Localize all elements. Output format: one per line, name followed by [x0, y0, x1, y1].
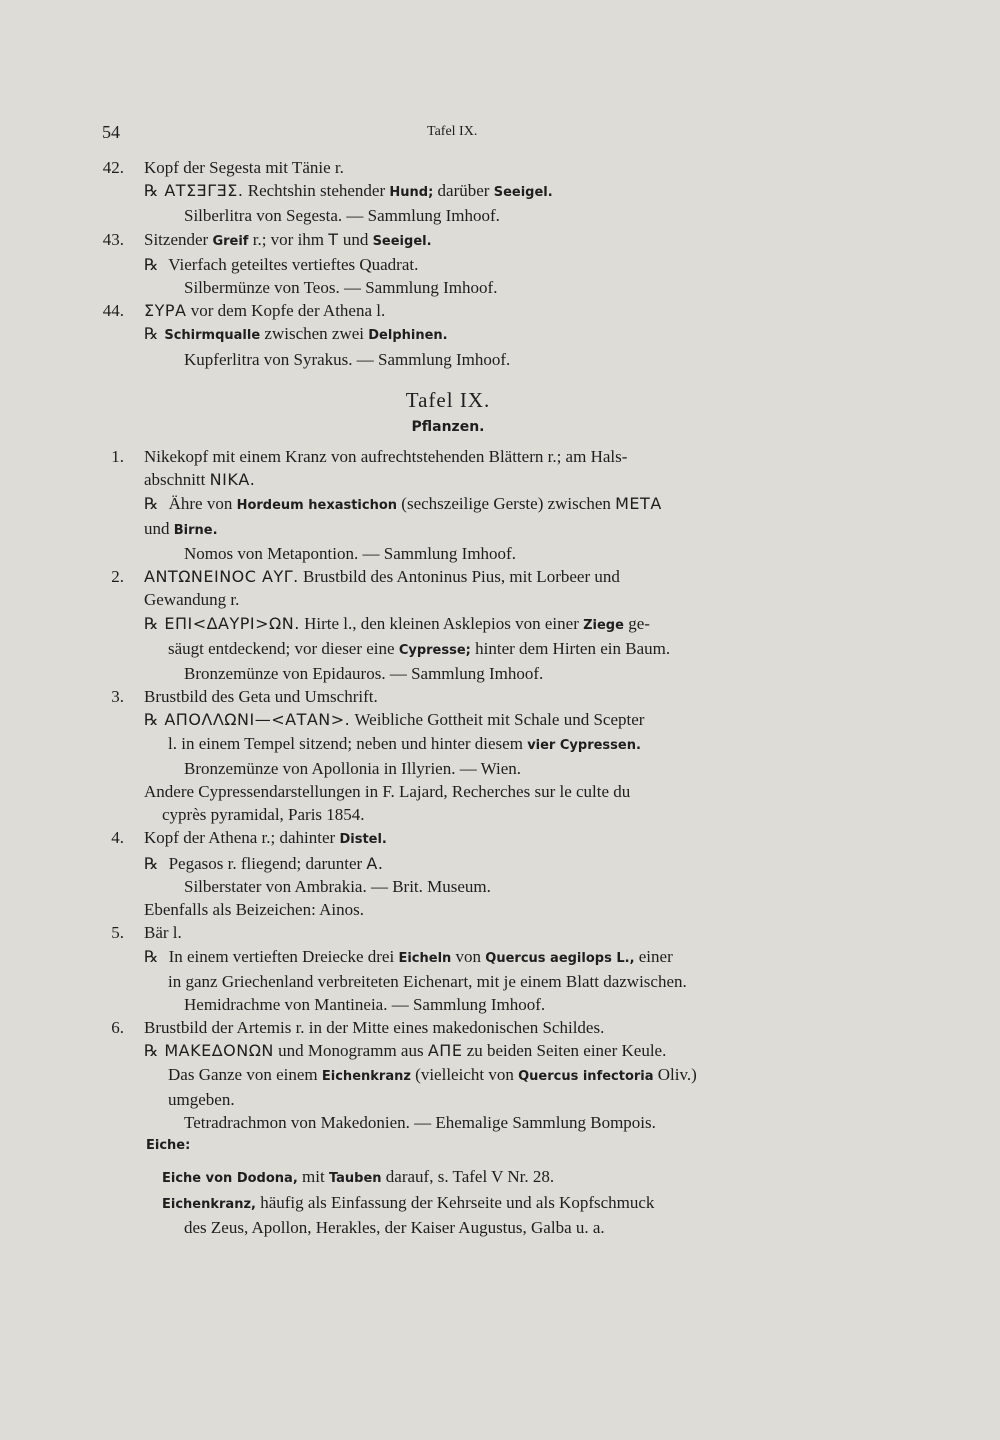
collection-line: Silbermünze von Teos. — Sammlung Imhoof. — [184, 278, 498, 298]
reverse-line: ℞ Schirmqualle zwischen zwei Delphinen. — [144, 324, 448, 344]
reverse-symbol: ℞ — [144, 613, 159, 633]
collection-line: Hemidrachme von Mantineia. — Sammlung Imhoof. — [184, 994, 546, 1014]
page-number: 54 — [102, 122, 120, 142]
reverse-line: ℞ ΑΠΟΛΛΩΝΙ—<ΑΤΑΝ>. Weibliche Gottheit mit Schale und Scepter — [144, 710, 645, 730]
reverse-line: ℞ Pegasos r. fliegend; darunter Α. — [144, 853, 384, 873]
entry-number: 3. — [111, 687, 124, 707]
obverse-line: Kopf der Segesta mit Tänie r. — [144, 158, 344, 177]
obverse-line: Brustbild der Artemis r. in der Mitte eines makedonischen Schildes. — [144, 1018, 605, 1038]
entry-3 — [100, 685, 796, 780]
reverse-line-2: Das Ganze von einem Eichenkranz (vielleicht von Quercus infectoria Oliv.) — [168, 1064, 697, 1084]
obverse-line: Nikekopf mit einem Kranz von aufrechtstehenden Blättern r.; am Hals- — [144, 447, 628, 467]
reverse-symbol: ℞ — [144, 324, 159, 344]
reverse-line: ℞ ΑΤΣƎΓƎΣ. Rechtshin stehender Hund; darüber Seeigel. — [144, 181, 553, 201]
collection-line: Tetradrachmon von Makedonien. — Ehemalige Sammlung Bompois. — [184, 1112, 656, 1132]
legend: ΑΤΣƎΓƎΣ. — [164, 181, 244, 201]
eiche-line-1: Eiche von Dodona, mit Tauben darauf, s. Tafel V Nr. 28. — [162, 1167, 555, 1187]
entry-number: 43. — [102, 229, 124, 249]
obverse-line: Kopf der Athena r.; dahinter Distel. — [144, 828, 387, 848]
entry-number: 4. — [111, 828, 124, 848]
entry-5 — [100, 921, 796, 1016]
entry-number: 44. — [102, 301, 124, 321]
eiche-line-3: des Zeus, Apollon, Herakles, der Kaiser Augustus, Galba u. a. — [184, 1217, 605, 1237]
reverse-line-2: und Birne. — [144, 518, 218, 538]
reverse-symbol: ℞ — [144, 254, 159, 274]
entry-4 — [100, 826, 796, 921]
collection-line: Silberlitra von Segesta. — Sammlung Imhoof. — [184, 206, 500, 226]
note-line-2: cyprès pyramidal, Paris 1854. — [162, 805, 365, 825]
reverse-symbol: ℞ — [144, 181, 159, 201]
eiche-heading: Eiche: — [146, 1138, 191, 1154]
entry-number: 6. — [111, 1018, 124, 1038]
collection-line: Kupferlitra von Syrakus. — Sammlung Imhoof. — [184, 349, 511, 369]
reverse-symbol: ℞ — [144, 493, 159, 513]
reverse-symbol: ℞ — [144, 1041, 159, 1061]
reverse-line: ℞ Ähre von Hordeum hexastichon (sechszeilige Gerste) zwischen ΜΕΤΑ — [144, 493, 662, 513]
page-content — [100, 156, 796, 1239]
note-line: Ebenfalls als Beizeichen: Ainos. — [144, 900, 364, 920]
obverse-line: Brustbild des Geta und Umschrift. — [144, 687, 378, 707]
note-line: Andere Cypressendarstellungen in F. Lajard, Recherches sur le culte du — [144, 782, 631, 802]
collection-line: Nomos von Metapontion. — Sammlung Imhoof. — [184, 544, 516, 564]
collection-line: Silberstater von Ambrakia. — Brit. Museum. — [184, 876, 491, 896]
entry-number: 5. — [111, 923, 124, 943]
obverse-line-2: abschnitt ΝΙΚΑ. — [144, 470, 256, 490]
entry-44 — [100, 299, 796, 371]
collection-line: Bronzemünze von Apollonia in Illyrien. — Wien. — [184, 758, 522, 778]
entry-6 — [100, 1016, 796, 1134]
reverse-line: ℞ ΕΠΙ<ΔΑΥΡΙ>ΩΝ. Hirte l., den kleinen Asklepios von einer Ziege ge- — [144, 613, 650, 633]
entry-42 — [100, 156, 796, 228]
reverse-line: ℞ In einem vertieften Dreiecke drei Eicheln von Quercus aegilops L., einer — [144, 946, 673, 966]
reverse-line: ℞ Vierfach geteiltes vertieftes Quadrat. — [144, 254, 419, 274]
reverse-line: ℞ ΜΑΚΕΔΟΝΩΝ und Monogramm aus ΑΠΕ zu beiden Seiten einer Keule. — [144, 1041, 667, 1061]
entry-1 — [100, 445, 796, 565]
reverse-line-2: säugt entdeckend; vor dieser eine Cypresse; hinter dem Hirten ein Baum. — [168, 638, 671, 658]
reverse-symbol: ℞ — [144, 946, 159, 966]
entry-number: 42. — [102, 158, 124, 177]
page-header — [102, 122, 792, 148]
collection-line: Bronzemünze von Epidauros. — Sammlung Imhoof. — [184, 664, 544, 684]
running-title: Tafel IX. — [427, 124, 478, 139]
eiche-line-2: Eichenkranz, häufig als Einfassung der Kehrseite und als Kopfschmuck — [162, 1192, 655, 1212]
entry-number: 2. — [111, 567, 124, 587]
reverse-line-3: umgeben. — [168, 1089, 235, 1109]
entry-2 — [100, 565, 796, 685]
section-subtitle: Pflanzen. — [411, 419, 485, 436]
section-title: Tafel IX. — [405, 387, 491, 412]
obverse-line: ΣΥΡΑ vor dem Kopfe der Athena l. — [144, 301, 386, 321]
entry-number: 1. — [111, 447, 124, 467]
obverse-line: ΑΝΤΩΝΕΙΝΟϹ ΑΥΓ. Brustbild des Antoninus Pius, mit Lorbeer und — [144, 567, 620, 587]
reverse-symbol: ℞ — [144, 853, 159, 873]
obverse-line-2: Gewandung r. — [144, 590, 240, 610]
reverse-line-2: l. in einem Tempel sitzend; neben und hinter diesem vier Cypressen. — [168, 733, 641, 753]
reverse-line-2: in ganz Griechenland verbreiteten Eichenart, mit je einem Blatt dazwischen. — [168, 971, 687, 991]
reverse-symbol: ℞ — [144, 710, 159, 730]
entry-43 — [100, 228, 796, 300]
obverse-line: Sitzender Greif r.; vor ihm Τ und Seeigel. — [144, 229, 432, 249]
obverse-line: Bär l. — [144, 923, 182, 943]
